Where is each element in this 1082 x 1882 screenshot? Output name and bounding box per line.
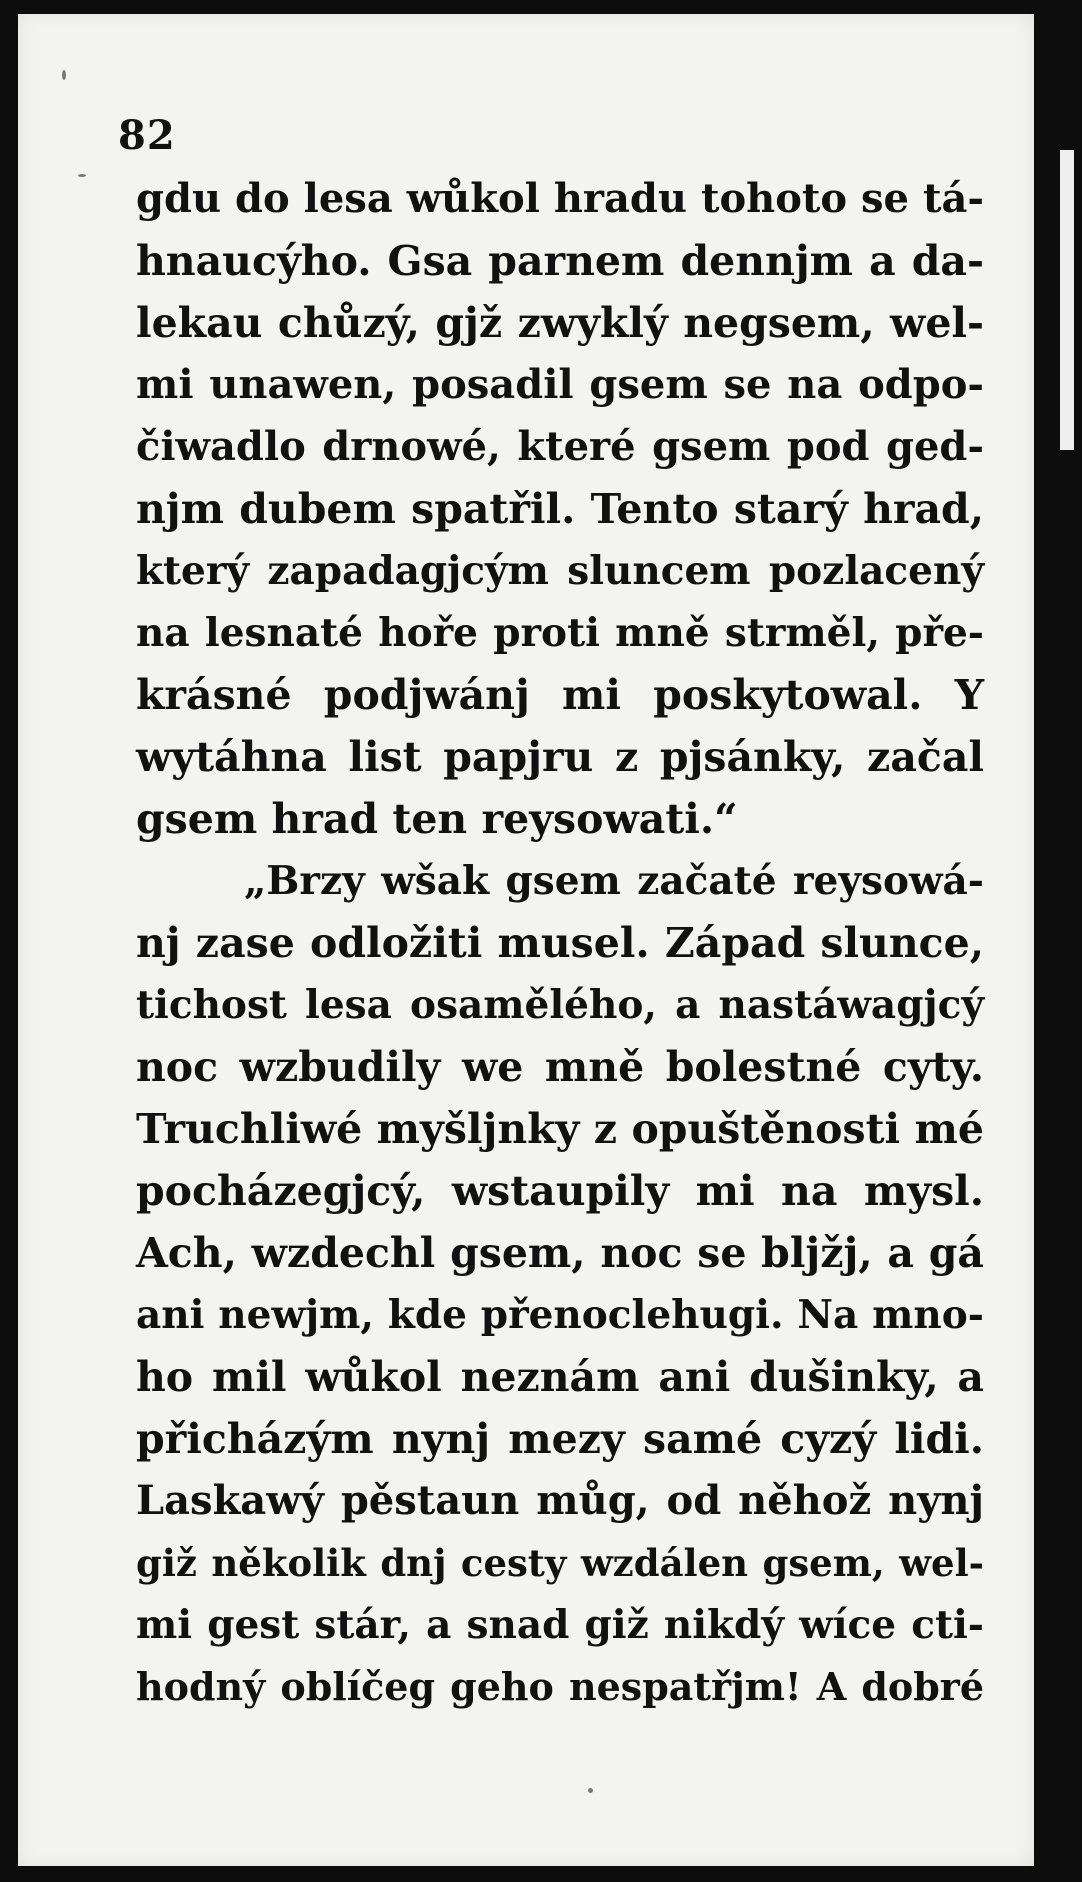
text-line: tichost lesa osamělého, a nastáwagjcý <box>136 982 984 1028</box>
text-line: wytáhna list papjru z pjsánky, začal <box>136 733 984 781</box>
text-line: Truchliwé myšljnky z opuštěnosti mé <box>136 1105 984 1153</box>
text-line: přicházým nynj mezy samé cyzý lidi. <box>136 1415 984 1463</box>
paper-speck <box>588 1788 593 1793</box>
text-line: Laskawý pěstaun můg, od něhož nynj <box>136 1477 984 1524</box>
text-line: na lesnaté hoře proti mně strměl, pře- <box>136 610 984 656</box>
paper-speck <box>78 174 86 177</box>
scan-edge <box>1052 0 1082 1882</box>
text-line: hodný oblíčeg geho nespatřjm! A dobré <box>136 1664 984 1709</box>
text-line: giž několik dnj cesty wzdálen gsem, wel- <box>136 1541 984 1585</box>
text-line: nj zase odložiti musel. Západ slunce, <box>136 919 984 967</box>
text-line: njm dubem spatřil. Tento starý hrad, <box>136 485 984 533</box>
text-line: pocházegjcý, wstaupily mi na mysl. <box>136 1167 984 1215</box>
paper-speck <box>62 70 66 80</box>
body-text <box>136 168 984 1718</box>
text-line: noc wzbudily we mně bolestné cyty. <box>136 1043 984 1091</box>
text-line: ani newjm, kde přenoclehugi. Na mno- <box>136 1292 984 1338</box>
text-line: krásné podjwánj mi poskytowal. Y <box>136 671 984 719</box>
adjacent-page-edge <box>1060 150 1074 450</box>
text-line: lekau chůzý, gjž zwyklý negsem, wel- <box>136 299 984 347</box>
text-line: hnaucýho. Gsa parnem dennjm a da- <box>136 237 984 285</box>
text-line: Ach, wzdechl gsem, noc se bljžj, a gá <box>136 1229 984 1277</box>
text-line: ho mil wůkol neznám ani dušinky, a <box>136 1353 984 1401</box>
text-line: gdu do lesa wůkol hradu tohoto se tá- <box>136 175 984 222</box>
text-line: mi unawen, posadil gsem se na odpo- <box>136 361 984 408</box>
text-line: který zapadagjcým sluncem pozlacený <box>136 548 984 594</box>
text-line: mi gest stár, a snad giž nikdý wíce cti- <box>136 1602 984 1648</box>
text-line: čiwadlo drnowé, které gsem pod ged- <box>136 423 984 470</box>
page-number: 82 <box>118 112 176 159</box>
text-line: „Brzy wšak gsem začaté reysowá- <box>244 858 984 904</box>
text-line: gsem hrad ten reysowati.“ <box>136 795 738 843</box>
